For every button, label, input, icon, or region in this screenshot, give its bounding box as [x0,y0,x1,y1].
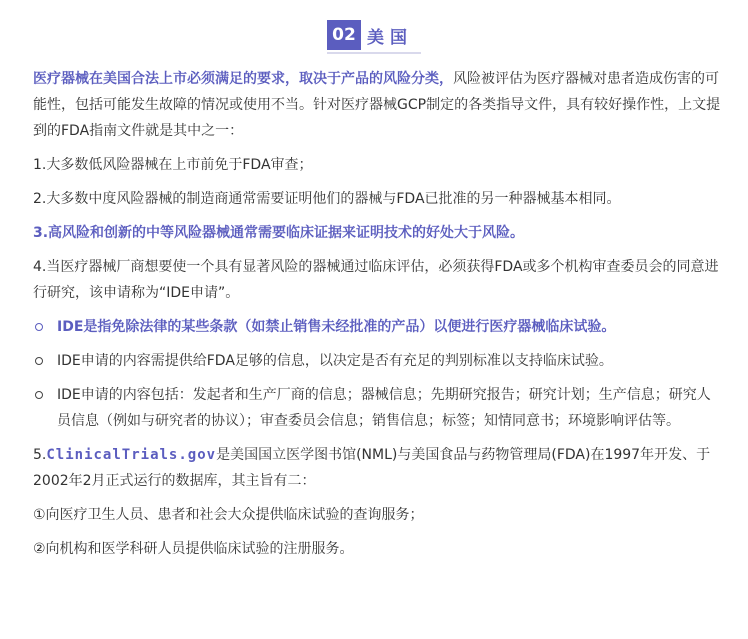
list-item-4: 4.当医疗器械厂商想要使一个具有显著风险的器械通过临床评估，必须获得FDA或多个机构审查委员会的同意进行研究，该申请称为“IDE申请”。 [33,259,719,301]
section-title: 美国 [367,27,413,48]
section-header [0,18,748,54]
circle-bullet-icon [35,323,43,331]
item5-prefix: 5. [33,447,47,463]
item5-text: 是美国国立医学图书馆(NML)与美国食品与药物管理局(FDA)在1997年开发、于2002年2月正式运行的数据库，其主旨有二： [33,447,711,489]
clinicaltrials-link[interactable]: ClinicalTrials.gov [46,447,217,463]
bullet-text-3: IDE申请的内容包括：发起者和生产厂商的信息；器械信息；先期研究报告；研究计划；生产信息；研究人员信息（例如与研究者的协议）；审查委员会信息；销售信息；标签；知情同意书；环境影响评估等。 [57,387,711,429]
section-number: 02 [327,20,361,50]
list-item-5 [33,442,723,494]
section-badge [327,18,421,54]
list-item-3: 3.高风险和创新的中等风险器械通常需要临床证据来证明技术的好处大于风险。 [33,225,525,241]
article-body [33,66,723,570]
list-item-1: 1.大多数低风险器械在上市前免于FDA审查； [33,157,313,173]
bullet-item-2 [33,348,723,374]
intro-text: 风险被评估为医疗器械对患者造成伤害的可能性，包括可能发生故障的情况或使用不当。针对医疗器械GCP制定的各类指导文件，具有较好操作性，上文提到的FDA指南文件就是其中之一： [33,71,721,139]
aim-item-1: ①向医疗卫生人员、患者和社会大众提供临床试验的查询服务； [33,507,424,523]
bullet-item-1 [33,314,723,340]
aim-item-2: ②向机构和医学科研人员提供临床试验的注册服务。 [33,541,354,557]
bullet-text-1: IDE是指免除法律的某些条款（如禁止销售未经批准的产品）以便进行医疗器械临床试验。 [57,319,616,335]
intro-paragraph [33,66,723,144]
intro-highlight: 医疗器械在美国合法上市必须满足的要求，取决于产品的风险分类， [33,71,453,87]
bullet-text-2: IDE申请的内容需提供给FDA足够的信息，以决定是否有充足的判别标准以支持临床试验。 [57,353,613,369]
circle-bullet-icon [35,391,43,399]
circle-bullet-icon [35,357,43,365]
bullet-item-3 [33,382,723,434]
list-item-2: 2.大多数中度风险器械的制造商通常需要证明他们的器械与FDA已批准的另一种器械基本相同。 [33,191,621,207]
